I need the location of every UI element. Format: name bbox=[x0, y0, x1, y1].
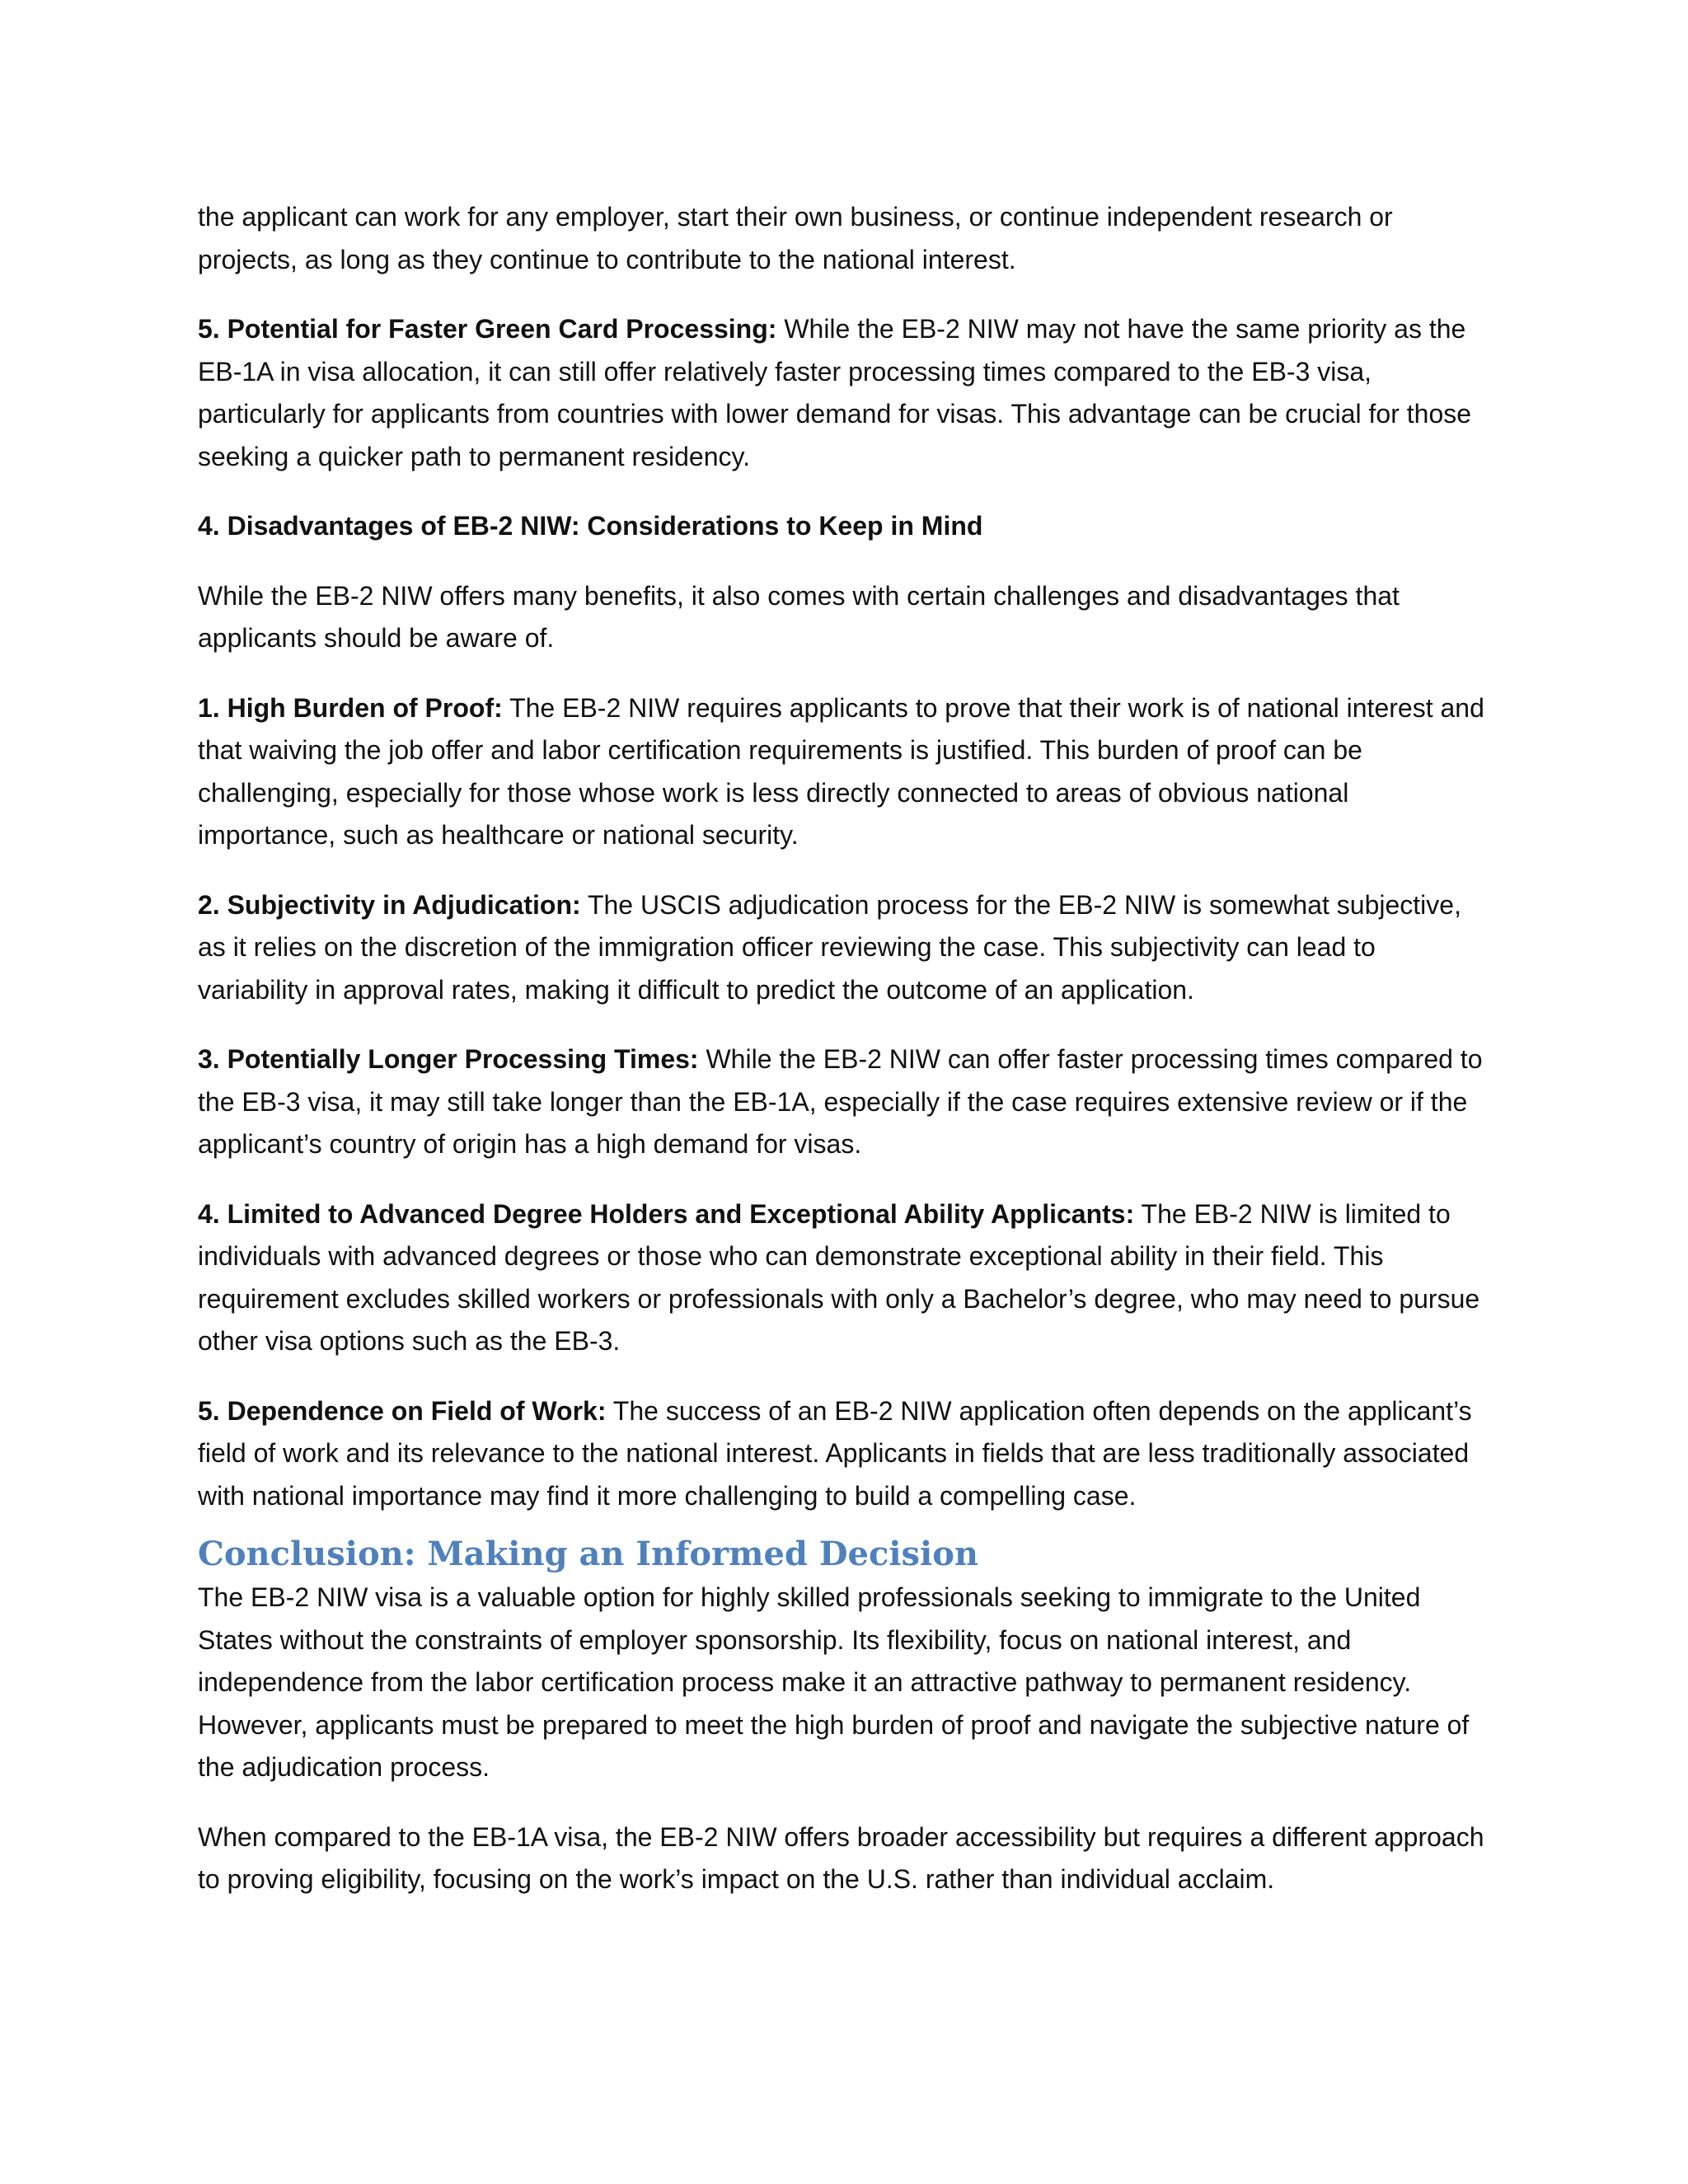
conclusion-paragraph-2: When compared to the EB-1A visa, the EB-2 NIW offers broader accessibility but requires a different approach to proving eligibility, focusing on the work’s impact on the U.S. rather than individual acclaim. bbox=[198, 1821, 1484, 1894]
disadvantage-2-label: 2. Subjectivity in Adjudication: bbox=[198, 889, 581, 920]
disadvantage-5-label: 5. Dependence on Field of Work: bbox=[198, 1395, 607, 1426]
disadvantage-4 bbox=[198, 1193, 1492, 1363]
advantage-5-label: 5. Potential for Faster Green Card Processing: bbox=[198, 314, 777, 344]
disadvantage-5-text: The success of an EB-2 NIW application often depends on the applicant’s field of work and its relevance to the national interest. Applicants in fields that are less traditionally associated with national importance may find it more challenging to build a compelling case. bbox=[198, 1395, 1472, 1511]
document-page bbox=[198, 196, 1492, 1929]
disadvantage-1 bbox=[198, 687, 1492, 857]
conclusion-paragraph-1: The EB-2 NIW visa is a valuable option for highly skilled professionals seeking to immigrate to the United States without the constraints of employer sponsorship. Its flexibility, focus on national interest, and independence from the labor certification process make it an attractive pathway to permanent residency. However, applicants must be prepared to meet the high burden of proof and navigate the subjective nature of the adjudication process. bbox=[198, 1582, 1470, 1782]
disadvantage-3-text: While the EB-2 NIW can offer faster processing times compared to the EB-3 visa, it may still take longer than the EB-1A, especially if the case requires extensive review or if the applicant’s country of origin has a high demand for visas. bbox=[198, 1044, 1483, 1159]
disadvantage-4-label: 4. Limited to Advanced Degree Holders and Exceptional Ability Applicants: bbox=[198, 1198, 1135, 1229]
disadvantage-3 bbox=[198, 1038, 1492, 1166]
disadvantage-1-label: 1. High Burden of Proof: bbox=[198, 692, 503, 723]
disadvantage-2-text: The USCIS adjudication process for the EB-2 NIW is somewhat subjective, as it relies on the discretion of the immigration officer reviewing the case. This subjectivity can lead to variability in approval rates, making it difficult to predict the outcome of an application. bbox=[198, 889, 1461, 1005]
disadvantages-heading bbox=[198, 505, 1492, 548]
advantage-5-text: While the EB-2 NIW may not have the same priority as the EB-1A in visa allocation, it can still offer relatively faster processing times compared to the EB-3 visa, particularly for applicants from countries with lower demand for visas. This advantage can be crucial for those seeking a quicker path to permanent residency. bbox=[198, 314, 1472, 471]
disadvantage-4-text: The EB-2 NIW is limited to individuals with advanced degrees or those who can demonstrate exceptional ability in their field. This requirement excludes skilled workers or professionals with only a Bachelor’s degree, who may need to pursue other visa options such as the EB-3. bbox=[198, 1198, 1480, 1356]
disadvantage-1-text: The EB-2 NIW requires applicants to prove that their work is of national interest and that waiving the job offer and labor certification requirements is justified. This burden of proof can be challenging, especially for those whose work is less directly connected to areas of obvious national importance, such as healthcare or national security. bbox=[198, 692, 1484, 850]
disadvantages-heading-text: 4. Disadvantages of EB-2 NIW: Considerations to Keep in Mind bbox=[198, 511, 983, 541]
disadvantage-3-label: 3. Potentially Longer Processing Times: bbox=[198, 1044, 699, 1074]
conclusion-heading: Conclusion: Making an Informed Decision bbox=[198, 1535, 978, 1573]
advantage-5-paragraph bbox=[198, 308, 1492, 478]
continuation-paragraph: the applicant can work for any employer, start their own business, or continue independent research or projects, as long as they continue to contribute to the national interest. bbox=[198, 202, 1393, 274]
disadvantages-intro: While the EB-2 NIW offers many benefits, it also comes with certain challenges and disadvantages that applicants should be aware of. bbox=[198, 580, 1400, 653]
disadvantage-2 bbox=[198, 884, 1492, 1012]
disadvantage-5 bbox=[198, 1390, 1492, 1518]
